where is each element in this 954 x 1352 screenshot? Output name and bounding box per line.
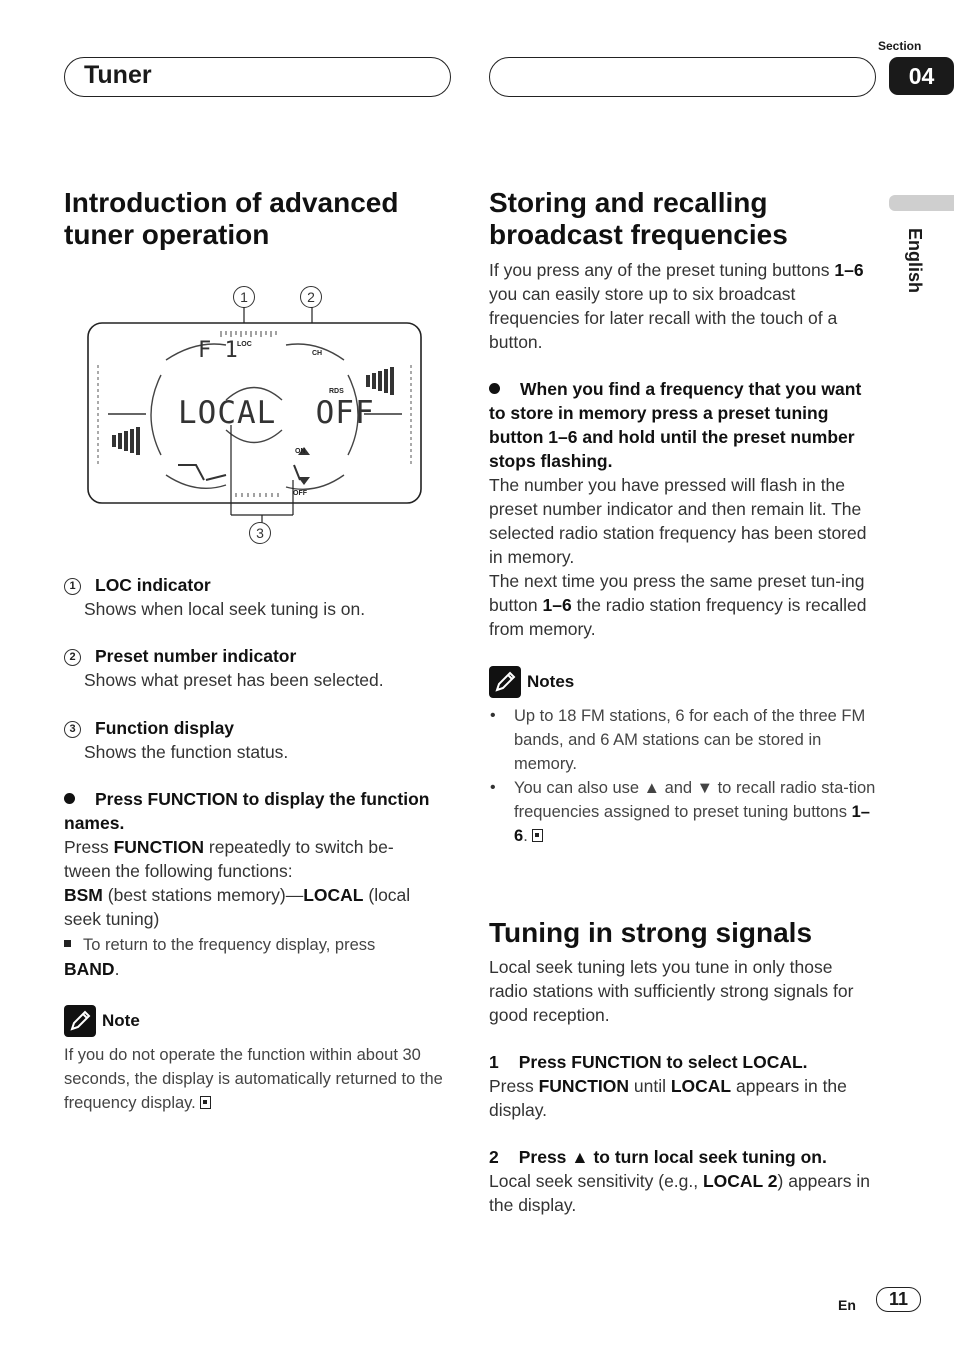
lcd-on-label: ON bbox=[295, 448, 306, 455]
item-title: Function display bbox=[95, 718, 235, 738]
bullet-dot bbox=[489, 383, 500, 394]
item-number: 3 bbox=[64, 721, 81, 738]
end-mark-icon bbox=[200, 1096, 211, 1109]
end-mark-icon bbox=[532, 829, 543, 842]
step-body-bold: LOCAL 2 bbox=[702, 1171, 778, 1191]
indicator-item bbox=[64, 644, 444, 692]
step-text: (best stations memory)— bbox=[102, 885, 304, 905]
step-text: seek tuning) bbox=[64, 909, 160, 929]
sub-note-bold: BAND bbox=[64, 959, 115, 979]
strong-signals-intro: Local seek tuning lets you tune in only those radio stations with sufficiently strong signals for good reception. bbox=[489, 957, 854, 1025]
step-body-bold: 1–6 bbox=[542, 595, 572, 615]
section-heading-strong-signals: Tuning in strong signals bbox=[489, 917, 813, 948]
step-body: appears in the display. bbox=[489, 1076, 847, 1120]
notes-label: Notes bbox=[527, 672, 575, 691]
language-label: English bbox=[905, 228, 925, 294]
callout-1: 1 bbox=[233, 286, 255, 308]
lcd-ch-label: CH bbox=[312, 350, 323, 357]
local-step-1 bbox=[489, 1050, 873, 1122]
sub-note-end: . bbox=[114, 959, 120, 979]
step-body: The number you have pressed will flash in the preset number indicator and then remain lit. The selected radio station frequency has been stored in memory. bbox=[489, 475, 867, 567]
step-title: When you find a frequency that you want to store in memory press a preset tuning button 1–6 and hold until the preset number stops flashing. bbox=[489, 379, 862, 471]
item-description: Shows the function status. bbox=[84, 742, 289, 762]
step-body-bold: FUNCTION bbox=[538, 1076, 630, 1096]
step-body: Local seek sensitivity (e.g., bbox=[489, 1171, 703, 1191]
step-body: Press bbox=[489, 1076, 539, 1096]
lcd-figure bbox=[86, 285, 426, 545]
step-text: tween the following functions: bbox=[64, 861, 293, 881]
item-description: Shows when local seek tuning is on. bbox=[84, 599, 366, 619]
notes-box bbox=[489, 666, 877, 848]
page-number: 11 bbox=[876, 1287, 921, 1312]
callout-2: 2 bbox=[300, 286, 322, 308]
note-item bbox=[489, 776, 877, 848]
bullet-dot bbox=[64, 793, 75, 804]
intro-bold: 1–6 bbox=[834, 260, 864, 280]
note-text: If you do not operate the function within about 30 seconds, the display is automatically returned to the frequency display. bbox=[64, 1046, 443, 1112]
step-text-bold: FUNCTION bbox=[113, 837, 205, 857]
section-number: 04 bbox=[889, 57, 954, 95]
note-label: Note bbox=[102, 1011, 140, 1030]
lcd-off-label: OFF bbox=[293, 490, 307, 497]
note-item-bold: 1–6 bbox=[514, 803, 870, 845]
step-text: (local bbox=[363, 885, 411, 905]
sub-note: To return to the frequency display, press bbox=[83, 936, 376, 954]
square-bullet-icon bbox=[64, 940, 71, 947]
step-text-bold: LOCAL bbox=[303, 885, 364, 905]
header-blank-pill bbox=[489, 57, 876, 97]
local-step-2 bbox=[489, 1145, 873, 1217]
indicator-item bbox=[64, 716, 444, 764]
step-text: repeatedly to switch be- bbox=[204, 837, 394, 857]
step-body: the radio station frequency is recalled from memory. bbox=[489, 595, 867, 639]
item-title: Preset number indicator bbox=[95, 646, 297, 666]
lcd-loc-label: LOC bbox=[237, 341, 252, 348]
lcd-function-text: LOCAL OFF bbox=[178, 395, 375, 431]
page-title: Tuner bbox=[84, 61, 152, 89]
lcd-rds-label: RDS bbox=[329, 388, 344, 395]
section-label: Section bbox=[878, 39, 922, 53]
function-step bbox=[64, 787, 448, 981]
step-body: until bbox=[629, 1076, 671, 1096]
item-number: 2 bbox=[64, 649, 81, 666]
step-body: ) appears in the display. bbox=[489, 1171, 870, 1215]
intro-text: you can easily store up to six broadcast frequencies for later recall with the touch of a button. bbox=[489, 284, 838, 352]
step-title: Press ▲ to turn local seek tuning on. bbox=[518, 1147, 827, 1167]
step-title: Press FUNCTION to select LOCAL. bbox=[518, 1052, 808, 1072]
step-text-bold: BSM bbox=[64, 885, 103, 905]
note-item bbox=[489, 704, 877, 776]
section-heading-storing: Storing and recalling broadcast frequencies bbox=[489, 187, 788, 250]
section-heading-advanced: Introduction of advanced tuner operation bbox=[64, 187, 399, 250]
note-item-text: . bbox=[523, 827, 528, 845]
callout-3: 3 bbox=[249, 522, 271, 544]
item-description: Shows what preset has been selected. bbox=[84, 670, 384, 690]
step-text: Press bbox=[64, 837, 114, 857]
footer-language-code: En bbox=[838, 1297, 856, 1313]
step-body-bold: LOCAL bbox=[670, 1076, 732, 1096]
step-number: 1 bbox=[489, 1052, 499, 1072]
step-number: 2 bbox=[489, 1147, 499, 1167]
item-number: 1 bbox=[64, 578, 81, 595]
pencil-note-icon bbox=[64, 1005, 96, 1037]
step-title: Press FUNCTION to display the function names. bbox=[64, 789, 430, 833]
note-box bbox=[64, 1005, 448, 1115]
note-item-text: You can also use ▲ and ▼ to recall radio sta-tion frequencies assigned to preset tuning buttons bbox=[514, 779, 876, 821]
indicator-item bbox=[64, 573, 444, 621]
pencil-note-icon bbox=[489, 666, 521, 698]
lcd-band-text: F 1 bbox=[198, 338, 238, 363]
storing-step bbox=[489, 377, 879, 641]
language-tab bbox=[889, 195, 954, 211]
intro-text: If you press any of the preset tuning buttons bbox=[489, 260, 830, 280]
storing-intro bbox=[489, 258, 873, 354]
item-title: LOC indicator bbox=[95, 575, 211, 595]
step-body: The next time you press the same preset tun-ing button bbox=[489, 571, 865, 615]
note-item-text: Up to 18 FM stations, 6 for each of the three FM bands, and 6 AM stations can be stored in memory. bbox=[514, 707, 866, 773]
